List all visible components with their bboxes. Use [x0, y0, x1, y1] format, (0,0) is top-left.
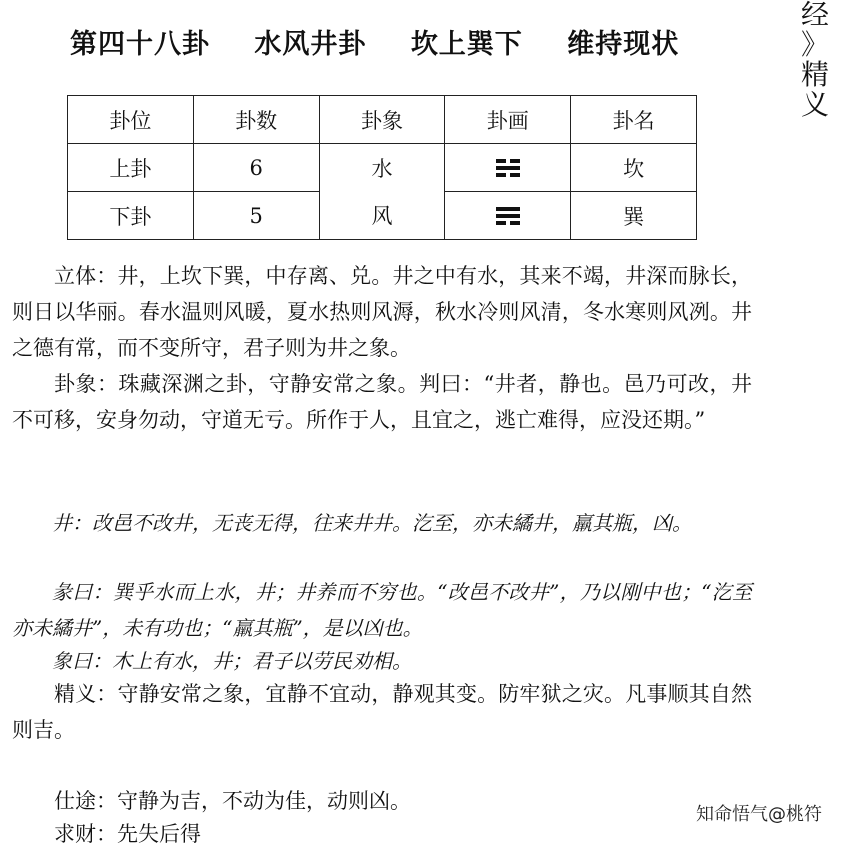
paragraph-liti: 立体：井，上坎下巽，中存离、兑。井之中有水，其来不竭，井深而脉长，则日以华丽。春水温则风暖，夏水热则风溽，秋水冷则风清，冬水寒则风冽。井之德有常，而不变所守，君子则为井之象。: [12, 264, 752, 360]
paragraph-jing: 井：改邑不改井，无丧无得，往来井井。汔至，亦未繘井，羸其瓶，凶。: [52, 511, 692, 535]
cell-name: 坎: [571, 144, 697, 192]
cell-drawing: [445, 192, 571, 240]
table-row: [68, 192, 697, 240]
title-part-1: 第四十八卦: [70, 29, 210, 60]
header-image: 卦象: [319, 96, 445, 144]
cell-position: 下卦: [68, 192, 194, 240]
side-char: 》: [800, 28, 829, 61]
paragraph-jingyi: 精义：守静安常之象，宜静不宜动，静观其变。防牢狱之灾。凡事顺其自然则吉。: [12, 682, 752, 742]
header-number: 卦数: [193, 96, 319, 144]
paragraph-tuan: 彖曰：巽乎水而上水，井；井养而不穷也。“改邑不改井”，乃以刚中也；“汔至亦未繘井”，未有功也；“羸其瓶”，是以凶也。: [12, 580, 752, 640]
cell-image: 水: [319, 144, 445, 192]
title-part-2: 水风井卦: [254, 29, 367, 60]
paragraph-qiucai: 求财：先失后得: [54, 822, 201, 846]
cell-position: 上卦: [68, 144, 194, 192]
side-char: 精: [800, 58, 829, 91]
side-char: 义: [800, 88, 829, 121]
xun-trigram-icon: [496, 204, 520, 228]
side-char: 经: [800, 0, 829, 31]
cell-number: 6: [193, 144, 319, 192]
cell-name: 巽: [571, 192, 697, 240]
paragraph-shitu: 仕途：守静为吉，不动为佳，动则凶。: [54, 789, 411, 813]
table-row: [68, 144, 697, 192]
header-name: 卦名: [571, 96, 697, 144]
header-position: 卦位: [68, 96, 194, 144]
watermark-text: 知命悟气@桃符: [696, 804, 822, 825]
trigram-table: [67, 95, 697, 240]
chapter-title: [70, 22, 710, 61]
title-part-3: 坎上巽下: [410, 29, 523, 60]
paragraph-xiang: 象曰：木上有水，井；君子以劳民劝相。: [52, 649, 412, 673]
cell-number: 5: [193, 192, 319, 240]
header-drawing: 卦画: [445, 96, 571, 144]
side-running-title: [800, 0, 830, 120]
kan-trigram-icon: [496, 156, 520, 180]
title-part-4: 维持现状: [567, 29, 680, 60]
cell-image: 风: [319, 192, 445, 240]
cell-drawing: [445, 144, 571, 192]
paragraph-guaxiang: 卦象：珠藏深渊之卦，守静安常之象。判曰：“井者，静也。邑乃可改，井不可移，安身勿动，守道无亏。所作于人，且宜之，逃亡难得，应没还期。”: [12, 372, 752, 432]
table-header-row: [68, 96, 697, 144]
